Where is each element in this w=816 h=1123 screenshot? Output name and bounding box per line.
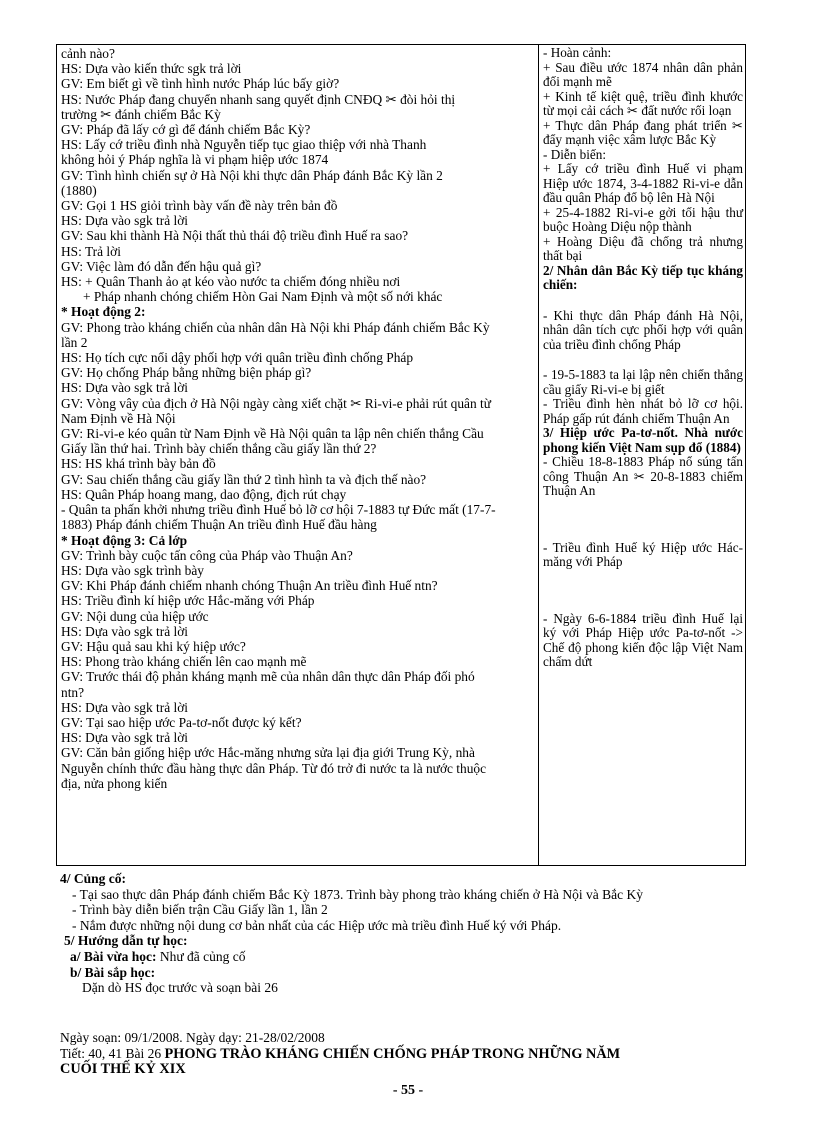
activity-line: GV: Gọi 1 HS giỏi trình bày vấn đề này trên bản đồ xyxy=(61,198,338,214)
activity-line: HS: Phong trào kháng chiến lên cao mạnh mẽ xyxy=(61,654,307,670)
review-section xyxy=(60,871,643,996)
activity-line: địa, nửa phong kiến xyxy=(61,775,168,791)
activity-line: Nam Định về Hà Nội xyxy=(61,410,176,426)
lesson-number: Tiết: 40, 41 Bài 26 xyxy=(60,1045,165,1061)
content-line: 2/ Nhân dân Bắc Kỳ tiếp tục kháng chiến: xyxy=(543,262,743,292)
activity-line: HS: Quân Pháp hoang mang, dao động, địch rút chạy xyxy=(61,486,347,502)
activity-line: HS: Dựa vào sgk trình bày xyxy=(61,562,205,578)
content-line: + 25-4-1882 Ri-vi-e gởi tối hậu thư buộc Hoàng Diệu nộp thành xyxy=(543,204,743,234)
activity-line: GV: Phong trào kháng chiến của nhân dân Hà Nội khi Pháp đánh chiếm Bắc Kỳ xyxy=(61,319,490,335)
activity-line: HS: Dựa vào sgk trả lời xyxy=(61,380,189,396)
content-column xyxy=(543,46,743,670)
activity-line: Nguyễn chính thức đầu hàng thực dân Pháp. Từ đó trở đi nước ta là nước thuộc xyxy=(61,760,487,776)
activity-line: HS: Dựa vào sgk trả lời xyxy=(61,699,189,715)
activity-line: GV: Khi Pháp đánh chiếm nhanh chóng Thuận An triều đình Huế ntn? xyxy=(61,578,438,594)
activity-line: GV: Trước thái độ phản kháng mạnh mẽ của nhân dân thực dân Pháp đối phó xyxy=(61,669,475,685)
activity-line: GV: Pháp đã lấy cớ gì để đánh chiếm Bắc Kỳ? xyxy=(61,122,311,138)
content-line: - Hoàn cảnh: xyxy=(543,45,612,60)
review-line: 5/ Hướng dẫn tự học: xyxy=(64,933,188,949)
content-line: - Chiều 18-8-1883 Pháp nổ súng tấn công Thuận An ✂ 20-8-1883 chiếm Thuận An xyxy=(543,454,743,498)
review-line: - Nắm được những nội dung cơ bản nhất của các Hiệp ước mà triều đình Huế ký với Pháp. xyxy=(72,917,562,933)
activity-line: cảnh nào? xyxy=(61,46,115,61)
activity-line: HS: Dựa vào kiến thức sgk trả lời xyxy=(61,61,242,77)
activity-line: HS: HS khá trình bày bản đồ xyxy=(61,456,216,472)
content-line: + Lấy cớ triều đình Huế vi phạm Hiệp ước 1874, 3-4-1882 Ri-vi-e dẫn đầu quân Pháp đổ bộ lên Hà Nội xyxy=(543,161,743,205)
activity-line: HS: Lấy cớ triều đình nhà Nguyễn tiếp tục giao thiệp với nhà Thanh xyxy=(61,137,427,153)
activity-line: GV: Tình hình chiến sự ở Hà Nội khi thực dân Pháp đánh Bắc Kỳ lần 2 xyxy=(61,167,443,183)
activity-line: (1880) xyxy=(61,182,97,198)
next-lesson-header xyxy=(60,1030,760,1078)
activity-line: GV: Ri-vi-e kéo quân từ Nam Định về Hà Nội quân ta lập nên chiến thắng Cầu xyxy=(61,426,484,442)
activity-line: ntn? xyxy=(61,684,85,700)
column-divider xyxy=(538,45,539,865)
content-line: - Diễn biến: xyxy=(543,146,606,162)
activity-line: 1883) Pháp đánh chiếm Thuận An triều đình Huế đầu hàng xyxy=(61,517,377,533)
activity-line: HS: Họ tích cực nổi dậy phối hợp với quân triều đình chống Pháp xyxy=(61,350,414,366)
review-line: - Tại sao thực dân Pháp đánh chiếm Bắc Kỳ 1873. Trình bày phong trào kháng chiến ở Hà Nội và Bắc Kỳ xyxy=(72,886,643,902)
activity-line: GV: Căn bản giống hiệp ước Hắc-măng nhưng sửa lại địa giới Trung Kỳ, nhà xyxy=(61,745,475,761)
lesson-title-line xyxy=(60,1046,760,1063)
activity-line: GV: Tại sao hiệp ước Pa-tơ-nốt được ký kết? xyxy=(61,714,302,730)
activity-line: GV: Sau khi thành Hà Nội thất thủ thái độ triều đình Huế ra sao? xyxy=(61,228,409,244)
activity-line: HS: Nước Pháp đang chuyển nhanh sang quyết định CNĐQ ✂ đòi hỏi thị xyxy=(61,91,456,107)
content-line: - Triều đình Huế ký Hiệp ước Hác-măng với Pháp xyxy=(543,539,743,569)
activity-line: Giấy lần thứ hai. Trình bày chiến thắng cầu giấy lần thứ 2? xyxy=(61,441,377,457)
activity-line: HS: Trả lời xyxy=(61,243,121,259)
content-line: + Sau điều ước 1874 nhân dân phản đối mạnh mẽ xyxy=(543,59,743,89)
review-line: a/ Bài vừa học: Như đã củng cố xyxy=(70,948,246,964)
content-line: - 19-5-1883 ta lại lập nên chiến thắng cầu giấy Ri-vi-e bị giết xyxy=(543,367,743,397)
content-line: 3/ Hiệp ước Pa-tơ-nốt. Nhà nước phong kiến Việt Nam sụp đổ (1884) xyxy=(543,425,743,455)
activity-line: HS: Dựa vào sgk trả lời xyxy=(61,213,189,229)
content-line: - Triều đình hèn nhát bỏ lỡ cơ hội. Pháp gấp rút đánh chiếm Thuận An xyxy=(543,396,743,426)
activity-line: HS: Triều đình kí hiệp ước Hắc-măng với Pháp xyxy=(61,593,315,609)
lesson-dates: Ngày soạn: 09/1/2008. Ngày dạy: 21-28/02/2008 xyxy=(60,1030,325,1045)
lesson-title-cont: CUỐI THẾ KỶ XIX xyxy=(60,1061,186,1077)
activity-line: HS: Dựa vào sgk trả lời xyxy=(61,623,189,639)
activity-line: HS: Dựa vào sgk trả lời xyxy=(61,730,189,746)
activity-line: HS: + Quân Thanh ảo ạt kéo vào nước ta chiếm đóng nhiều nơi xyxy=(61,274,401,290)
activity-line: * Hoạt động 2: xyxy=(61,304,146,320)
activities-column xyxy=(61,46,535,791)
activity-line: GV: Hậu quả sau khi ký hiệp ước? xyxy=(61,638,246,654)
content-line: + Thực dân Pháp đang phát triển ✂ đẩy mạnh việc xâm lược Bắc Kỳ xyxy=(543,117,743,147)
page-number: - 55 - xyxy=(392,1083,424,1098)
content-line: - Khi thực dân Pháp đánh Hà Nội, nhân dân tích cực phối hợp với quân của triều đình chống Pháp xyxy=(543,307,743,352)
activity-line: GV: Trình bày cuộc tấn công của Pháp vào Thuận An? xyxy=(61,547,353,563)
activity-line: lần 2 xyxy=(61,334,88,350)
review-line: Dặn dò HS đọc trước và soạn bài 26 xyxy=(82,980,278,996)
review-line: b/ Bài sắp học: xyxy=(70,964,156,980)
activity-line: GV: Việc làm đó dẫn đến hậu quả gì? xyxy=(61,258,262,274)
content-line: - Ngày 6-6-1884 triều đình Huế lại ký với Pháp Hiệp ước Pa-tơ-nốt -> Chế độ phong kiến độc lập Việt Nam chấm dứt xyxy=(543,610,743,669)
content-line: + Kinh tế kiệt quệ, triều đình khước từ mọi cải cách ✂ đất nước rối loạn xyxy=(543,88,743,118)
lesson-title: PHONG TRÀO KHÁNG CHIẾN CHỐNG PHÁP TRONG NHỮNG NĂM xyxy=(164,1045,621,1062)
activity-line: GV: Em biết gì về tình hình nước Pháp lúc bấy giờ? xyxy=(61,76,340,92)
review-line: 4/ Củng cố: xyxy=(60,871,127,886)
review-line: - Trình bày diễn biến trận Cầu Giấy lần 1, lần 2 xyxy=(72,902,328,918)
activity-line: không hỏi ý Pháp nghĩa là vi phạm hiệp ước 1874 xyxy=(61,152,329,168)
activity-line: GV: Vòng vây của địch ở Hà Nội ngày càng xiết chặt ✂ Ri-vi-e phải rút quân từ xyxy=(61,395,492,411)
content-line: + Hoàng Diệu đã chống trả nhưng thất bại xyxy=(543,233,743,263)
activity-line: - Quân ta phấn khởi nhưng triều đình Huế bỏ lỡ cơ hội 7-1883 tự Đức mất (17-7- xyxy=(61,502,496,518)
lesson-table xyxy=(56,44,746,866)
activity-line: trường ✂ đánh chiếm Bắc Kỳ xyxy=(61,106,221,122)
activity-line: GV: Sau chiến thắng cầu giấy lần thứ 2 tình hình ta và địch thế nào? xyxy=(61,471,427,487)
activity-line: * Hoạt động 3: Cả lớp xyxy=(61,532,188,548)
activity-line: GV: Họ chống Pháp bằng những biện pháp gì? xyxy=(61,365,312,381)
activity-line: + Pháp nhanh chóng chiếm Hòn Gai Nam Định và một số nới khác xyxy=(83,289,443,305)
activity-line: GV: Nội dung của hiệp ước xyxy=(61,608,209,624)
